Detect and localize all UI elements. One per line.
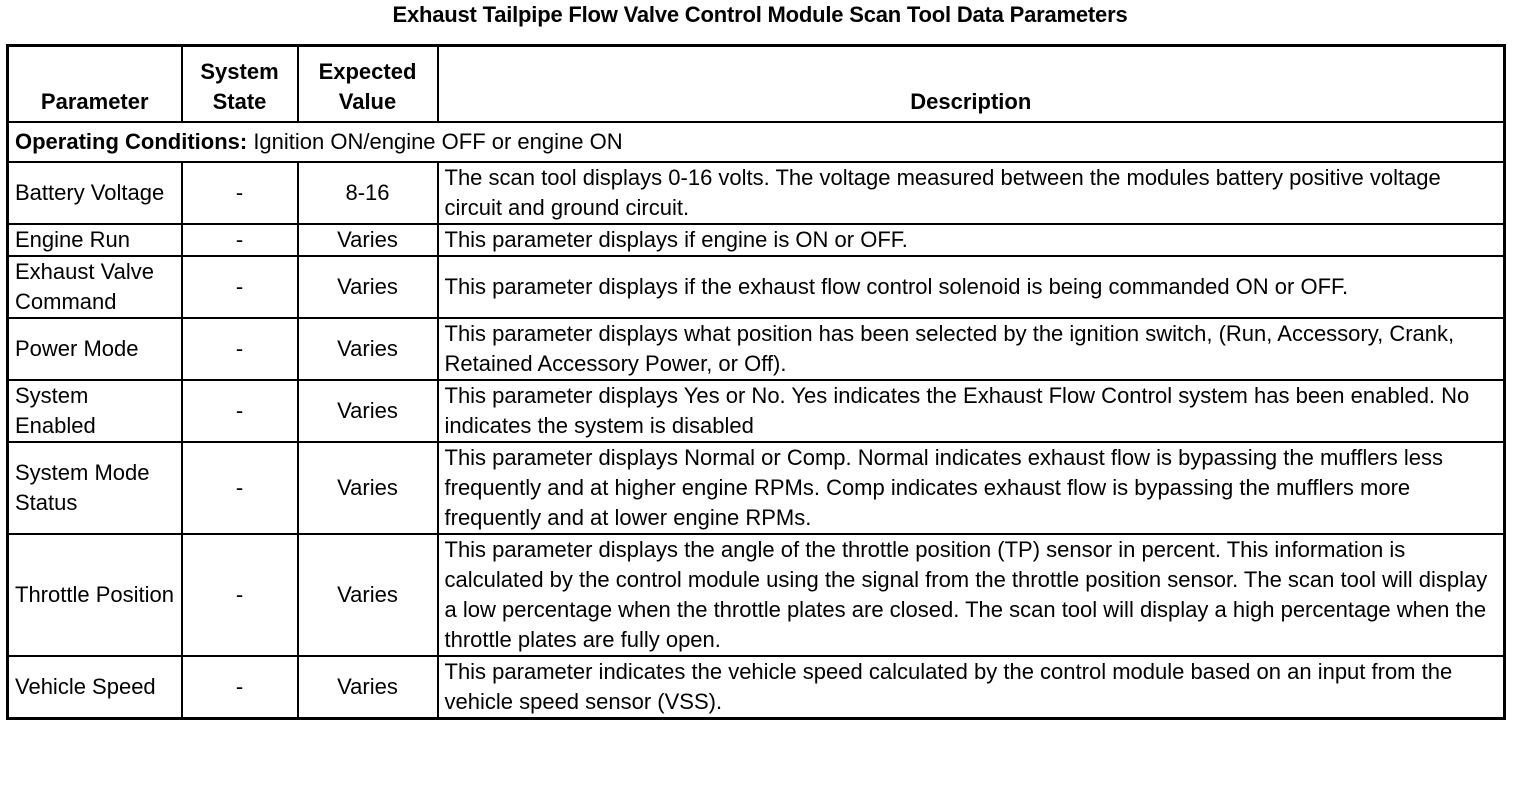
operating-conditions-label: Operating Conditions: [15,129,248,154]
expected-value-cell: 8-16 [298,162,438,224]
system-state-cell: - [182,318,298,380]
expected-value-cell: Varies [298,442,438,534]
table-row [8,534,1505,656]
expected-value-cell: Varies [298,656,438,719]
document-title: Exhaust Tailpipe Flow Valve Control Module Scan Tool Data Parameters [392,2,1128,27]
table-row [8,442,1505,534]
system-state-cell: - [182,656,298,719]
description-cell: This parameter displays Yes or No. Yes indicates the Exhaust Flow Control system has been enabled. No indicates the system is disabled [438,380,1505,442]
operating-conditions-row [8,122,1505,162]
parameter-cell: System Mode Status [8,442,182,534]
system-state-cell: - [182,256,298,318]
parameter-cell: Exhaust Valve Command [8,256,182,318]
operating-conditions-cell [8,122,1505,162]
description-cell: This parameter displays Normal or Comp. Normal indicates exhaust flow is bypassing the mufflers less frequently and at higher engine RPMs. Comp indicates exhaust flow is bypassing the mufflers more frequently and at lower engine RPMs. [438,442,1505,534]
table-row [8,256,1505,318]
table-row [8,162,1505,224]
parameter-cell: Power Mode [8,318,182,380]
expected-value-cell: Varies [298,380,438,442]
header-system-state: System State [182,46,298,123]
description-cell: The scan tool displays 0-16 volts. The voltage measured between the modules battery positive voltage circuit and ground circuit. [438,162,1505,224]
system-state-cell: - [182,534,298,656]
description-cell: This parameter displays what position has been selected by the ignition switch, (Run, Accessory, Crank, Retained Accessory Power, or Off). [438,318,1505,380]
parameter-cell: System Enabled [8,380,182,442]
parameter-cell: Vehicle Speed [8,656,182,719]
system-state-cell: - [182,224,298,256]
parameters-table [6,44,1506,720]
table-row [8,656,1505,719]
header-expected-value: Expected Value [298,46,438,123]
system-state-cell: - [182,380,298,442]
table-row [8,224,1505,256]
header-row [8,46,1505,123]
expected-value-cell: Varies [298,534,438,656]
system-state-cell: - [182,162,298,224]
system-state-cell: - [182,442,298,534]
parameter-cell: Battery Voltage [8,162,182,224]
parameter-cell: Engine Run [8,224,182,256]
expected-value-cell: Varies [298,318,438,380]
header-parameter: Parameter [8,46,182,123]
description-cell: This parameter displays if engine is ON or OFF. [438,224,1505,256]
description-cell: This parameter displays if the exhaust flow control solenoid is being commanded ON or OFF. [438,256,1505,318]
description-cell: This parameter displays the angle of the throttle position (TP) sensor in percent. This information is calculated by the control module using the signal from the throttle position sensor. The scan tool will display a low percentage when the throttle plates are closed. The scan tool will display a high percentage when the throttle plates are fully open. [438,534,1505,656]
expected-value-cell: Varies [298,224,438,256]
header-description: Description [438,46,1505,123]
table-row [8,318,1505,380]
operating-conditions-text: Ignition ON/engine OFF or engine ON [247,129,623,154]
expected-value-cell: Varies [298,256,438,318]
parameter-cell: Throttle Position [8,534,182,656]
description-cell: This parameter indicates the vehicle speed calculated by the control module based on an input from the vehicle speed sensor (VSS). [438,656,1505,719]
table-row [8,380,1505,442]
